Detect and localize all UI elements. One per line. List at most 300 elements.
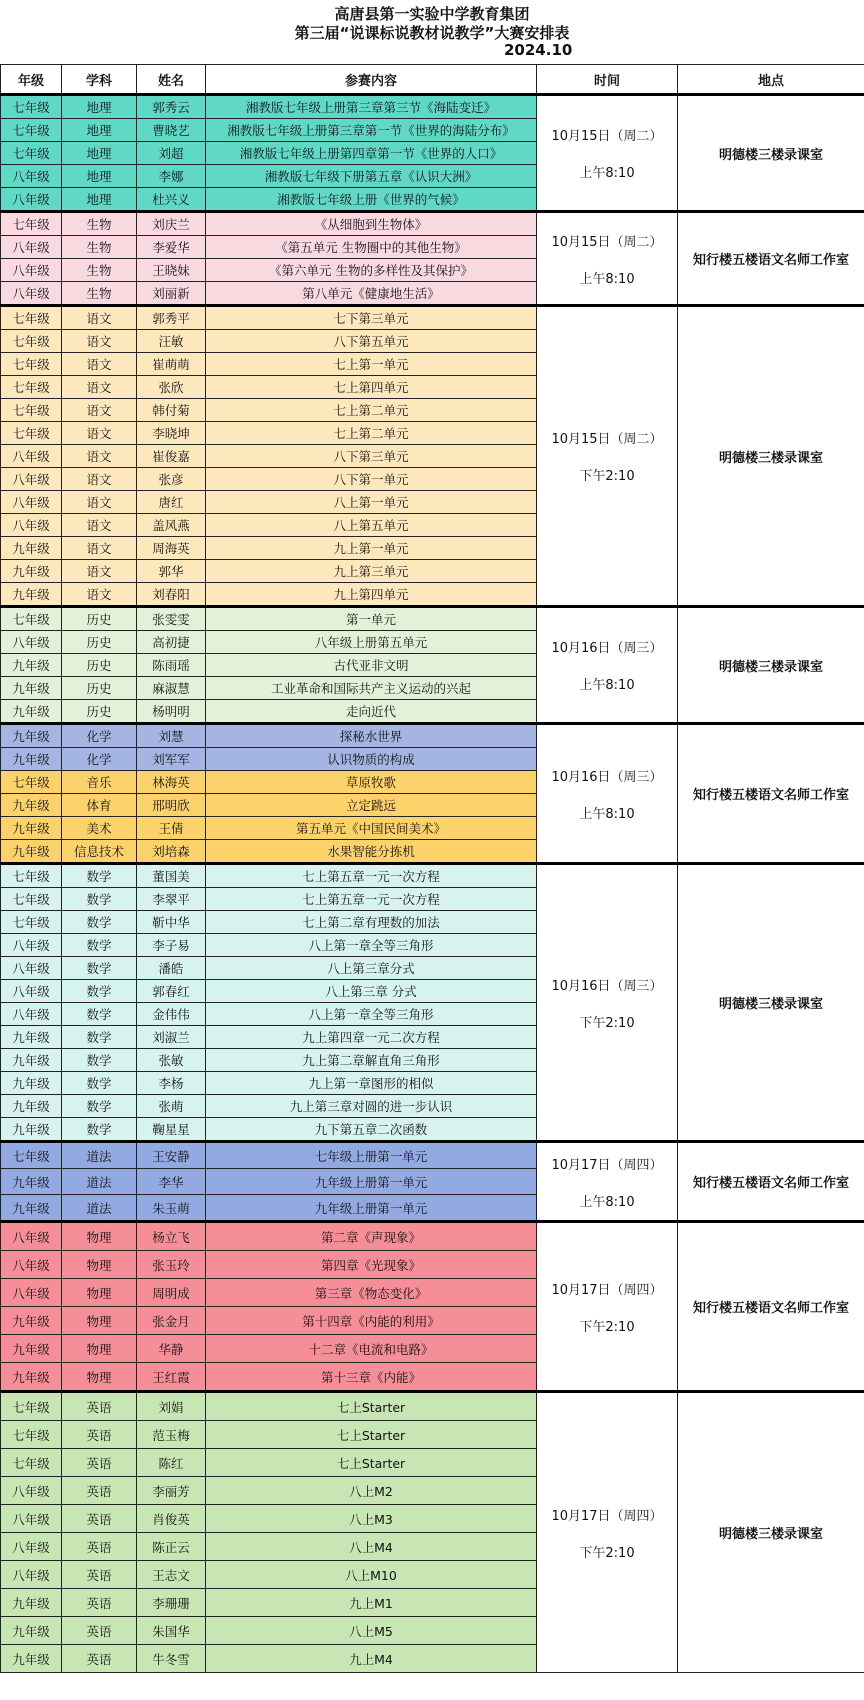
grade-cell: 九年级 (1, 1589, 62, 1617)
content-cell: 草原牧歌 (206, 771, 537, 794)
header-row (1, 65, 864, 95)
title-block (0, 0, 864, 64)
grade-cell: 八年级 (1, 1477, 62, 1505)
subject-cell: 语文 (62, 330, 137, 353)
name-cell: 牛冬雪 (137, 1645, 206, 1673)
name-cell: 李翠平 (137, 888, 206, 911)
content-cell: 湘教版七年级上册第四章第一节《世界的人口》 (206, 142, 537, 165)
name-cell: 张玉玲 (137, 1251, 206, 1279)
grade-cell: 九年级 (1, 1195, 62, 1222)
time-hour: 上午8:10 (579, 1194, 635, 1210)
subject-cell: 数学 (62, 1003, 137, 1026)
subject-cell: 美术 (62, 817, 137, 840)
subject-cell: 英语 (62, 1617, 137, 1645)
table-row (1, 212, 864, 236)
content-cell: 古代亚非文明 (206, 654, 537, 677)
subject-cell: 地理 (62, 165, 137, 188)
content-cell: 第五单元《中国民间美术》 (206, 817, 537, 840)
subject-cell: 化学 (62, 748, 137, 771)
subject-cell: 数学 (62, 980, 137, 1003)
content-cell: 八下第一单元 (206, 468, 537, 491)
name-cell: 王倩 (137, 817, 206, 840)
name-cell: 张雯雯 (137, 607, 206, 631)
content-cell: 立定跳远 (206, 794, 537, 817)
subject-cell: 语文 (62, 445, 137, 468)
subject-cell: 物理 (62, 1307, 137, 1335)
place-cell: 明德楼三楼录课室 (678, 95, 864, 212)
subject-cell: 道法 (62, 1169, 137, 1195)
grade-cell: 七年级 (1, 864, 62, 888)
subject-cell: 历史 (62, 700, 137, 724)
grade-cell: 七年级 (1, 1421, 62, 1449)
content-cell: 八上第三章 分式 (206, 980, 537, 1003)
name-cell: 邢明欣 (137, 794, 206, 817)
content-cell: 九下第五章二次函数 (206, 1118, 537, 1142)
place-cell: 明德楼三楼录课室 (678, 306, 864, 607)
time-hour: 上午8:10 (579, 166, 635, 181)
time-cell (537, 212, 678, 306)
content-cell: 九上M4 (206, 1645, 537, 1673)
content-cell: 七上Starter (206, 1392, 537, 1421)
place-cell: 知行楼五楼语文名师工作室 (678, 724, 864, 864)
content-cell: 七上第五章一元一次方程 (206, 888, 537, 911)
content-cell: 八上M4 (206, 1533, 537, 1561)
grade-cell: 八年级 (1, 468, 62, 491)
name-cell: 刘庆兰 (137, 212, 206, 236)
content-cell: 第二章《声现象》 (206, 1222, 537, 1251)
place-cell: 知行楼五楼语文名师工作室 (678, 1142, 864, 1222)
content-cell: 九上第一单元 (206, 537, 537, 560)
name-cell: 陈红 (137, 1449, 206, 1477)
subject-cell: 英语 (62, 1533, 137, 1561)
subject-cell: 英语 (62, 1561, 137, 1589)
content-cell: 第八单元《健康地生活》 (206, 282, 537, 306)
subject-cell: 数学 (62, 1026, 137, 1049)
content-cell: 《第六单元 生物的多样性及其保护》 (206, 259, 537, 282)
name-cell: 李子易 (137, 934, 206, 957)
content-cell: 第十四章《内能的利用》 (206, 1307, 537, 1335)
content-cell: 七上Starter (206, 1421, 537, 1449)
name-cell: 刘军军 (137, 748, 206, 771)
name-cell: 王安静 (137, 1142, 206, 1169)
time-cell (537, 607, 678, 724)
subject-cell: 地理 (62, 142, 137, 165)
date-label: 2024.10 (504, 41, 573, 59)
time-date: 10月15日（周二） (551, 129, 663, 144)
name-cell: 杨明明 (137, 700, 206, 724)
time-cell (537, 1142, 678, 1222)
grade-cell: 九年级 (1, 724, 62, 748)
name-cell: 李娜 (137, 165, 206, 188)
content-cell: 八年级上册第五单元 (206, 631, 537, 654)
grade-cell: 七年级 (1, 119, 62, 142)
grade-cell: 九年级 (1, 1617, 62, 1645)
grade-cell: 八年级 (1, 1003, 62, 1026)
content-cell: 七上第四单元 (206, 376, 537, 399)
grade-cell: 八年级 (1, 259, 62, 282)
subject-cell: 数学 (62, 1049, 137, 1072)
grade-cell: 八年级 (1, 1222, 62, 1251)
name-cell: 陈正云 (137, 1533, 206, 1561)
subject-cell: 道法 (62, 1195, 137, 1222)
grade-cell: 九年级 (1, 1645, 62, 1673)
grade-cell: 八年级 (1, 491, 62, 514)
subject-cell: 音乐 (62, 771, 137, 794)
name-cell: 金伟伟 (137, 1003, 206, 1026)
name-cell: 鞠星星 (137, 1118, 206, 1142)
grade-cell: 七年级 (1, 607, 62, 631)
header-content: 参赛内容 (206, 65, 537, 95)
time-cell (537, 306, 678, 607)
subject-cell: 体育 (62, 794, 137, 817)
name-cell: 崔俊嘉 (137, 445, 206, 468)
name-cell: 刘超 (137, 142, 206, 165)
name-cell: 郭秀平 (137, 306, 206, 330)
name-cell: 李杨 (137, 1072, 206, 1095)
subject-cell: 语文 (62, 537, 137, 560)
grade-cell: 八年级 (1, 1533, 62, 1561)
table-row (1, 95, 864, 119)
content-cell: 七年级上册第一单元 (206, 1142, 537, 1169)
subject-cell: 数学 (62, 1095, 137, 1118)
contest-title: 第三届“说课标说教材说教学”大赛安排表 (294, 24, 570, 42)
time-cell (537, 864, 678, 1142)
school-name: 高唐县第一实验中学教育集团 (334, 5, 530, 23)
grade-cell: 七年级 (1, 353, 62, 376)
place-cell: 明德楼三楼录课室 (678, 864, 864, 1142)
time-date: 10月17日（周四） (551, 1282, 663, 1298)
subject-cell: 语文 (62, 560, 137, 583)
content-cell: 探秘水世界 (206, 724, 537, 748)
subject-cell: 语文 (62, 306, 137, 330)
grade-cell: 九年级 (1, 537, 62, 560)
content-cell: 认识物质的构成 (206, 748, 537, 771)
grade-cell: 七年级 (1, 1392, 62, 1421)
name-cell: 李晓坤 (137, 422, 206, 445)
name-cell: 董国美 (137, 864, 206, 888)
grade-cell: 七年级 (1, 1449, 62, 1477)
table-row (1, 306, 864, 330)
subject-cell: 英语 (62, 1449, 137, 1477)
grade-cell: 七年级 (1, 306, 62, 330)
table-row (1, 724, 864, 748)
name-cell: 刘春阳 (137, 583, 206, 607)
grade-cell: 七年级 (1, 95, 62, 119)
name-cell: 李珊珊 (137, 1589, 206, 1617)
subject-cell: 历史 (62, 677, 137, 700)
grade-cell: 九年级 (1, 1363, 62, 1392)
subject-cell: 数学 (62, 957, 137, 980)
content-cell: 八上第三章分式 (206, 957, 537, 980)
place-cell: 知行楼五楼语文名师工作室 (678, 212, 864, 306)
schedule-body (1, 95, 864, 1673)
name-cell: 刘娟 (137, 1392, 206, 1421)
content-cell: 九年级上册第一单元 (206, 1195, 537, 1222)
subject-cell: 语文 (62, 468, 137, 491)
table-row (1, 607, 864, 631)
name-cell: 朱玉萌 (137, 1195, 206, 1222)
header-subject: 学科 (62, 65, 137, 95)
content-cell: 九上第四章一元二次方程 (206, 1026, 537, 1049)
name-cell: 林海英 (137, 771, 206, 794)
subject-cell: 生物 (62, 259, 137, 282)
time-cell (537, 1222, 678, 1392)
time-date: 10月15日（周二） (551, 234, 663, 250)
subject-cell: 地理 (62, 119, 137, 142)
subject-cell: 物理 (62, 1251, 137, 1279)
subject-cell: 语文 (62, 422, 137, 445)
time-hour: 下午2:10 (579, 1015, 635, 1031)
subject-cell: 物理 (62, 1363, 137, 1392)
content-cell: 八上第一单元 (206, 491, 537, 514)
content-cell: 工业革命和国际共产主义运动的兴起 (206, 677, 537, 700)
name-cell: 王红霞 (137, 1363, 206, 1392)
grade-cell: 九年级 (1, 1049, 62, 1072)
name-cell: 张萌 (137, 1095, 206, 1118)
time-hour: 上午8:10 (579, 678, 635, 693)
grade-cell: 八年级 (1, 445, 62, 468)
time-date: 10月17日（周四） (551, 1508, 663, 1524)
name-cell: 郭华 (137, 560, 206, 583)
content-cell: 七下第三单元 (206, 306, 537, 330)
time-cell (537, 1392, 678, 1673)
content-cell: 七上第一单元 (206, 353, 537, 376)
name-cell: 高初捷 (137, 631, 206, 654)
name-cell: 盖风燕 (137, 514, 206, 537)
time-hour: 上午8:10 (579, 271, 635, 287)
grade-cell: 九年级 (1, 1026, 62, 1049)
name-cell: 崔萌萌 (137, 353, 206, 376)
subject-cell: 化学 (62, 724, 137, 748)
name-cell: 郭春红 (137, 980, 206, 1003)
grade-cell: 八年级 (1, 165, 62, 188)
grade-cell: 九年级 (1, 817, 62, 840)
subject-cell: 数学 (62, 934, 137, 957)
subject-cell: 数学 (62, 1118, 137, 1142)
grade-cell: 七年级 (1, 142, 62, 165)
content-cell: 八下第五单元 (206, 330, 537, 353)
time-hour: 上午8:10 (579, 806, 635, 822)
name-cell: 靳中华 (137, 911, 206, 934)
grade-cell: 七年级 (1, 212, 62, 236)
content-cell: 九上第三章对圆的进一步认识 (206, 1095, 537, 1118)
subject-cell: 生物 (62, 212, 137, 236)
name-cell: 刘淑兰 (137, 1026, 206, 1049)
name-cell: 李爱华 (137, 236, 206, 259)
time-hour: 下午2:10 (579, 1545, 635, 1561)
subject-cell: 语文 (62, 399, 137, 422)
subject-cell: 物理 (62, 1222, 137, 1251)
table-row (1, 1392, 864, 1421)
grade-cell: 八年级 (1, 514, 62, 537)
grade-cell: 九年级 (1, 583, 62, 607)
content-cell: 八上M2 (206, 1477, 537, 1505)
content-cell: 湘教版七年级上册第三章第一节《世界的海陆分布》 (206, 119, 537, 142)
grade-cell: 九年级 (1, 1095, 62, 1118)
subject-cell: 地理 (62, 95, 137, 119)
grade-cell: 七年级 (1, 330, 62, 353)
time-date: 10月17日（周四） (551, 1157, 663, 1173)
name-cell: 杜兴义 (137, 188, 206, 212)
place-cell: 明德楼三楼录课室 (678, 1392, 864, 1673)
content-cell: 第四章《光现象》 (206, 1251, 537, 1279)
content-cell: 九年级上册第一单元 (206, 1169, 537, 1195)
subject-cell: 历史 (62, 654, 137, 677)
name-cell: 张欣 (137, 376, 206, 399)
place-cell: 明德楼三楼录课室 (678, 607, 864, 724)
content-cell: 第一单元 (206, 607, 537, 631)
name-cell: 曹晓艺 (137, 119, 206, 142)
time-hour: 下午2:10 (579, 469, 635, 484)
header-name: 姓名 (137, 65, 206, 95)
grade-cell: 九年级 (1, 1072, 62, 1095)
grade-cell: 八年级 (1, 1505, 62, 1533)
name-cell: 周海英 (137, 537, 206, 560)
grade-cell: 九年级 (1, 748, 62, 771)
time-date: 10月15日（周二） (551, 432, 663, 447)
grade-cell: 八年级 (1, 631, 62, 654)
table-row (1, 864, 864, 888)
time-cell (537, 95, 678, 212)
content-cell: 七上第二单元 (206, 422, 537, 445)
content-cell: 水果智能分拣机 (206, 840, 537, 864)
subject-cell: 语文 (62, 353, 137, 376)
grade-cell: 九年级 (1, 1118, 62, 1142)
name-cell: 李丽芳 (137, 1477, 206, 1505)
name-cell: 李华 (137, 1169, 206, 1195)
subject-cell: 英语 (62, 1392, 137, 1421)
subject-cell: 英语 (62, 1645, 137, 1673)
content-cell: 七上第二单元 (206, 399, 537, 422)
subject-cell: 英语 (62, 1505, 137, 1533)
name-cell: 唐红 (137, 491, 206, 514)
grade-cell: 九年级 (1, 1169, 62, 1195)
content-cell: 湘教版七年级上册第三章第三节《海陆变迁》 (206, 95, 537, 119)
grade-cell: 九年级 (1, 840, 62, 864)
content-cell: 走向近代 (206, 700, 537, 724)
content-cell: 九上第四单元 (206, 583, 537, 607)
subject-cell: 生物 (62, 236, 137, 259)
grade-cell: 七年级 (1, 1142, 62, 1169)
name-cell: 范玉梅 (137, 1421, 206, 1449)
content-cell: 《从细胞到生物体》 (206, 212, 537, 236)
grade-cell: 八年级 (1, 282, 62, 306)
grade-cell: 八年级 (1, 188, 62, 212)
grade-cell: 八年级 (1, 1251, 62, 1279)
header-grade: 年级 (1, 65, 62, 95)
grade-cell: 九年级 (1, 560, 62, 583)
subject-cell: 数学 (62, 864, 137, 888)
name-cell: 刘培森 (137, 840, 206, 864)
content-cell: 九上M1 (206, 1589, 537, 1617)
content-cell: 第十三章《内能》 (206, 1363, 537, 1392)
content-cell: 七上第五章一元一次方程 (206, 864, 537, 888)
name-cell: 张敏 (137, 1049, 206, 1072)
time-hour: 下午2:10 (579, 1319, 635, 1335)
header-time: 时间 (537, 65, 678, 95)
grade-cell: 七年级 (1, 771, 62, 794)
time-cell (537, 724, 678, 864)
schedule-table (0, 64, 864, 1673)
name-cell: 杨立飞 (137, 1222, 206, 1251)
content-cell: 八上第一章全等三角形 (206, 934, 537, 957)
content-cell: 九上第三单元 (206, 560, 537, 583)
name-cell: 刘慧 (137, 724, 206, 748)
subject-cell: 历史 (62, 631, 137, 654)
grade-cell: 七年级 (1, 888, 62, 911)
grade-cell: 九年级 (1, 1335, 62, 1363)
grade-cell: 七年级 (1, 422, 62, 445)
name-cell: 刘丽新 (137, 282, 206, 306)
name-cell: 陈雨瑶 (137, 654, 206, 677)
content-cell: 八上M5 (206, 1617, 537, 1645)
content-cell: 八上M10 (206, 1561, 537, 1589)
time-date: 10月16日（周三） (551, 769, 663, 785)
subject-cell: 物理 (62, 1279, 137, 1307)
content-cell: 八上M3 (206, 1505, 537, 1533)
subject-cell: 道法 (62, 1142, 137, 1169)
content-cell: 《第五单元 生物圈中的其他生物》 (206, 236, 537, 259)
subject-cell: 英语 (62, 1589, 137, 1617)
grade-cell: 七年级 (1, 399, 62, 422)
grade-cell: 九年级 (1, 700, 62, 724)
subject-cell: 数学 (62, 911, 137, 934)
name-cell: 王晓妹 (137, 259, 206, 282)
table-row (1, 1142, 864, 1169)
subject-cell: 生物 (62, 282, 137, 306)
content-cell: 湘教版七年级下册第五章《认识大洲》 (206, 165, 537, 188)
subject-cell: 语文 (62, 514, 137, 537)
content-cell: 九上第一章图形的相似 (206, 1072, 537, 1095)
place-cell: 知行楼五楼语文名师工作室 (678, 1222, 864, 1392)
subject-cell: 历史 (62, 607, 137, 631)
grade-cell: 七年级 (1, 911, 62, 934)
time-date: 10月16日（周三） (551, 978, 663, 994)
grade-cell: 八年级 (1, 934, 62, 957)
subject-cell: 语文 (62, 491, 137, 514)
subject-cell: 地理 (62, 188, 137, 212)
grade-cell: 九年级 (1, 794, 62, 817)
subject-cell: 英语 (62, 1421, 137, 1449)
name-cell: 肖俊英 (137, 1505, 206, 1533)
name-cell: 王志文 (137, 1561, 206, 1589)
grade-cell: 八年级 (1, 1279, 62, 1307)
content-cell: 十二章《电流和电路》 (206, 1335, 537, 1363)
subject-cell: 物理 (62, 1335, 137, 1363)
name-cell: 郭秀云 (137, 95, 206, 119)
grade-cell: 八年级 (1, 980, 62, 1003)
subject-cell: 语文 (62, 583, 137, 607)
content-cell: 第三章《物态变化》 (206, 1279, 537, 1307)
content-cell: 八上第一章全等三角形 (206, 1003, 537, 1026)
name-cell: 韩付菊 (137, 399, 206, 422)
grade-cell: 八年级 (1, 957, 62, 980)
grade-cell: 八年级 (1, 236, 62, 259)
name-cell: 周明成 (137, 1279, 206, 1307)
name-cell: 华静 (137, 1335, 206, 1363)
subject-cell: 数学 (62, 888, 137, 911)
time-date: 10月16日（周三） (551, 641, 663, 656)
content-cell: 八上第五单元 (206, 514, 537, 537)
name-cell: 朱国华 (137, 1617, 206, 1645)
name-cell: 麻淑慧 (137, 677, 206, 700)
subject-cell: 数学 (62, 1072, 137, 1095)
grade-cell: 九年级 (1, 677, 62, 700)
subject-cell: 语文 (62, 376, 137, 399)
name-cell: 汪敏 (137, 330, 206, 353)
grade-cell: 七年级 (1, 376, 62, 399)
subject-cell: 英语 (62, 1477, 137, 1505)
